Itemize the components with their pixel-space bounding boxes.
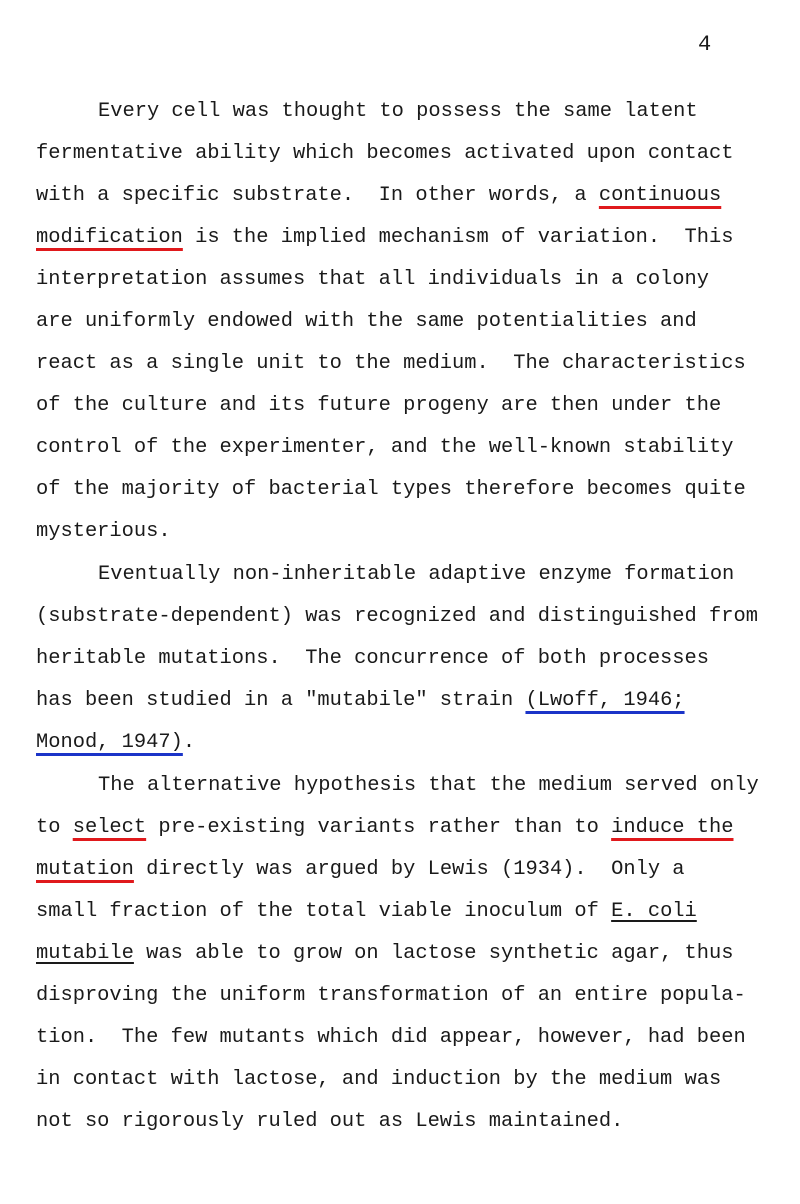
page-number: 4: [698, 32, 712, 57]
text-run: with a specific substrate. In other words, a: [36, 184, 599, 207]
red-underlined-text: select: [72, 816, 147, 839]
text-line: (substrate-dependent) was recognized and distinguished from: [36, 605, 758, 628]
text-line: [36, 902, 697, 922]
underlined-species-name: mutabile: [36, 942, 134, 965]
text-line: [36, 691, 685, 711]
text-run: to: [36, 816, 73, 839]
text-line: [36, 228, 733, 248]
text-line: [36, 733, 195, 753]
text-line: [36, 186, 721, 206]
text-line: tion. The few mutants which did appear, however, had been: [36, 1026, 746, 1049]
text-run: pre-existing variants rather than to: [146, 816, 612, 839]
text-line: disproving the uniform transformation of an entire popula-: [36, 984, 746, 1007]
red-underlined-text: modification: [36, 226, 183, 249]
text-line: interpretation assumes that all individuals in a colony: [36, 268, 710, 291]
blue-underlined-citation: Monod, 1947): [36, 731, 183, 754]
underlined-species-name: E. coli: [611, 900, 697, 923]
text-line: Eventually non-inheritable adaptive enzyme formation: [98, 563, 735, 586]
text-run: was able to grow on lactose synthetic agar, thus: [133, 942, 734, 965]
red-underlined-text: continuous: [598, 184, 722, 207]
text-line: of the culture and its future progeny are then under the: [36, 394, 722, 417]
text-line: Every cell was thought to possess the same latent: [98, 100, 698, 123]
red-underlined-text: induce the: [611, 816, 734, 839]
text-line: [36, 818, 734, 838]
blue-underlined-citation: (Lwoff, 1946;: [525, 689, 685, 712]
text-run: small fraction of the total viable inoculum of: [36, 900, 612, 923]
text-line: not so rigorously ruled out as Lewis maintained.: [36, 1110, 624, 1133]
text-line: mysterious.: [36, 520, 171, 543]
text-line: heritable mutations. The concurrence of both processes: [36, 647, 710, 670]
text-line: The alternative hypothesis that the medium served only: [98, 774, 759, 797]
text-line: [36, 860, 685, 880]
text-run: .: [182, 731, 196, 754]
text-line: are uniformly endowed with the same potentialities and: [36, 310, 697, 333]
red-underlined-text: mutation: [36, 858, 134, 881]
text-line: react as a single unit to the medium. The characteristics: [36, 352, 746, 375]
text-line: in contact with lactose, and induction by the medium was: [36, 1068, 722, 1091]
text-run: has been studied in a "mutabile" strain: [36, 689, 526, 712]
text-run: directly was argued by Lewis (1934). Only a: [133, 858, 685, 881]
text-line: control of the experimenter, and the well-known stability: [36, 436, 734, 459]
text-line: of the majority of bacterial types therefore becomes quite: [36, 478, 746, 501]
text-run: is the implied mechanism of variation. This: [182, 226, 734, 249]
text-line: fermentative ability which becomes activated upon contact: [36, 142, 734, 165]
text-line: [36, 944, 734, 964]
